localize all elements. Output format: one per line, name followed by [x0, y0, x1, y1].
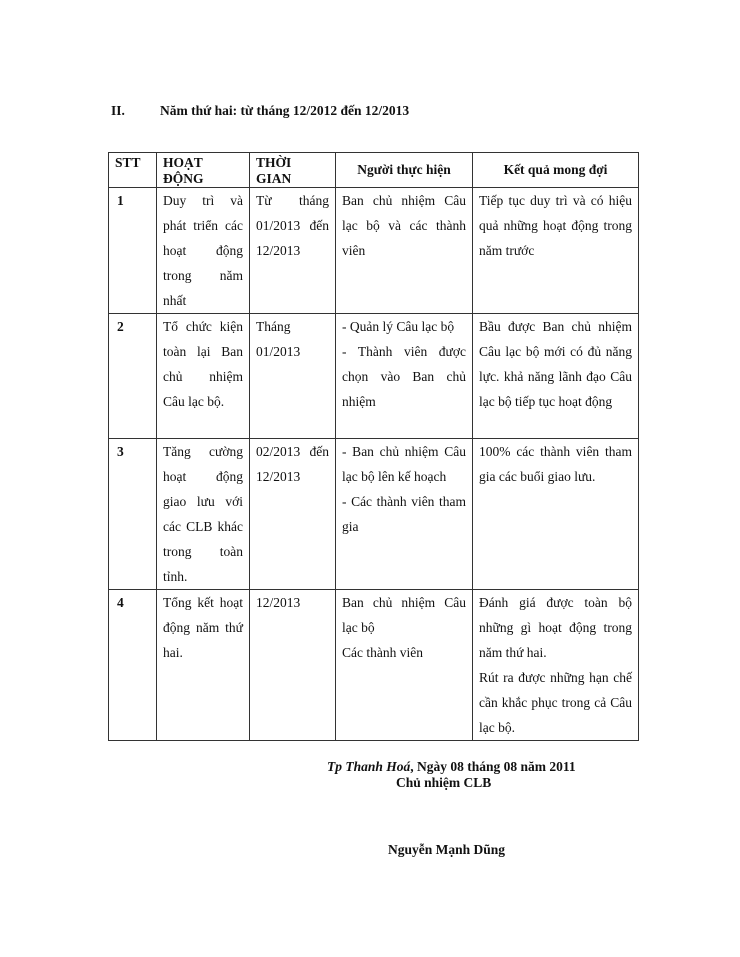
table-header-row: [109, 153, 639, 188]
cell-time: Từ tháng 01/2013 đến 12/2013: [250, 188, 336, 314]
cell-result-line: 100% các thành viên tham gia các buổi giao lưu.: [479, 444, 632, 484]
cell-person-line: - Các thành viên tham gia: [342, 494, 466, 534]
cell-person-line: - Quản lý Câu lạc bộ: [342, 319, 455, 334]
activity-plan-table: [108, 152, 639, 741]
cell-result-line: Đánh giá được toàn bộ những gì hoạt động trong năm thứ hai.: [479, 595, 632, 660]
cell-time: 12/2013: [250, 590, 336, 741]
table-row: [109, 188, 639, 314]
cell-person-line: Ban chủ nhiệm Câu lạc bộ: [342, 595, 466, 635]
header-activity-line: HOẠT: [163, 155, 203, 170]
cell-person: [336, 590, 473, 741]
cell-activity: Duy trì và phát triển các hoạt động trong năm nhất: [157, 188, 250, 314]
header-time: [250, 153, 336, 188]
cell-result: [473, 314, 639, 439]
cell-result-line: Rút ra được những hạn chế cần khắc phục trong cả Câu lạc bộ.: [479, 670, 632, 735]
cell-person-line: - Thành viên được chọn vào Ban chủ nhiệm: [342, 344, 466, 409]
cell-result: [473, 188, 639, 314]
header-activity: [157, 153, 250, 188]
cell-result: [473, 439, 639, 590]
signature-place: Tp Thanh Hoá: [327, 759, 411, 774]
cell-time: 02/2013 đến 12/2013: [250, 439, 336, 590]
cell-person: [336, 439, 473, 590]
section-title: Năm thứ hai: từ tháng 12/2012 đến 12/2013: [160, 103, 410, 118]
section-number: II.: [111, 103, 125, 118]
cell-result-line: Tiếp tục duy trì và có hiệu quả những hoạt động trong năm trước: [479, 193, 632, 258]
cell-person: [336, 314, 473, 439]
header-time-line: GIAN: [256, 171, 292, 186]
cell-stt: 3: [109, 439, 157, 590]
table-row: [109, 439, 639, 590]
table-row: [109, 314, 639, 439]
signature-role: Chủ nhiệm CLB: [396, 775, 492, 790]
header-time-line: THỜI: [256, 155, 292, 170]
signature-date: , Ngày 08 tháng 08 năm 2011: [410, 759, 576, 774]
signature-name: Nguyễn Mạnh Dũng: [388, 842, 506, 857]
cell-stt: 4: [109, 590, 157, 741]
header-result: Kết quả mong đợi: [473, 153, 639, 188]
cell-person-line: Ban chủ nhiệm Câu lạc bộ và các thành viên: [342, 193, 466, 258]
cell-activity: Tổng kết hoạt động năm thứ hai.: [157, 590, 250, 741]
cell-activity: Tổ chức kiện toàn lại Ban chủ nhiệm Câu lạc bộ.: [157, 314, 250, 439]
cell-stt: 2: [109, 314, 157, 439]
signature-date-line: [327, 759, 576, 775]
header-person: Người thực hiện: [336, 153, 473, 188]
cell-time: Tháng 01/2013: [250, 314, 336, 439]
cell-person-line: Các thành viên: [342, 645, 423, 660]
header-stt: STT: [109, 153, 157, 188]
cell-stt: 1: [109, 188, 157, 314]
cell-result: [473, 590, 639, 741]
cell-activity: Tăng cường hoạt động giao lưu với các CLB khác trong toàn tỉnh.: [157, 439, 250, 590]
section-heading: [111, 103, 409, 119]
cell-person-line: - Ban chủ nhiệm Câu lạc bộ lên kế hoạch: [342, 444, 466, 484]
cell-result-line: Bầu được Ban chủ nhiệm Câu lạc bộ mới có đủ năng lực. khả năng lãnh đạo Câu lạc bộ tiếp tục hoạt động: [479, 319, 632, 409]
header-activity-line: ĐỘNG: [163, 171, 204, 186]
table-row: [109, 590, 639, 741]
cell-person: [336, 188, 473, 314]
